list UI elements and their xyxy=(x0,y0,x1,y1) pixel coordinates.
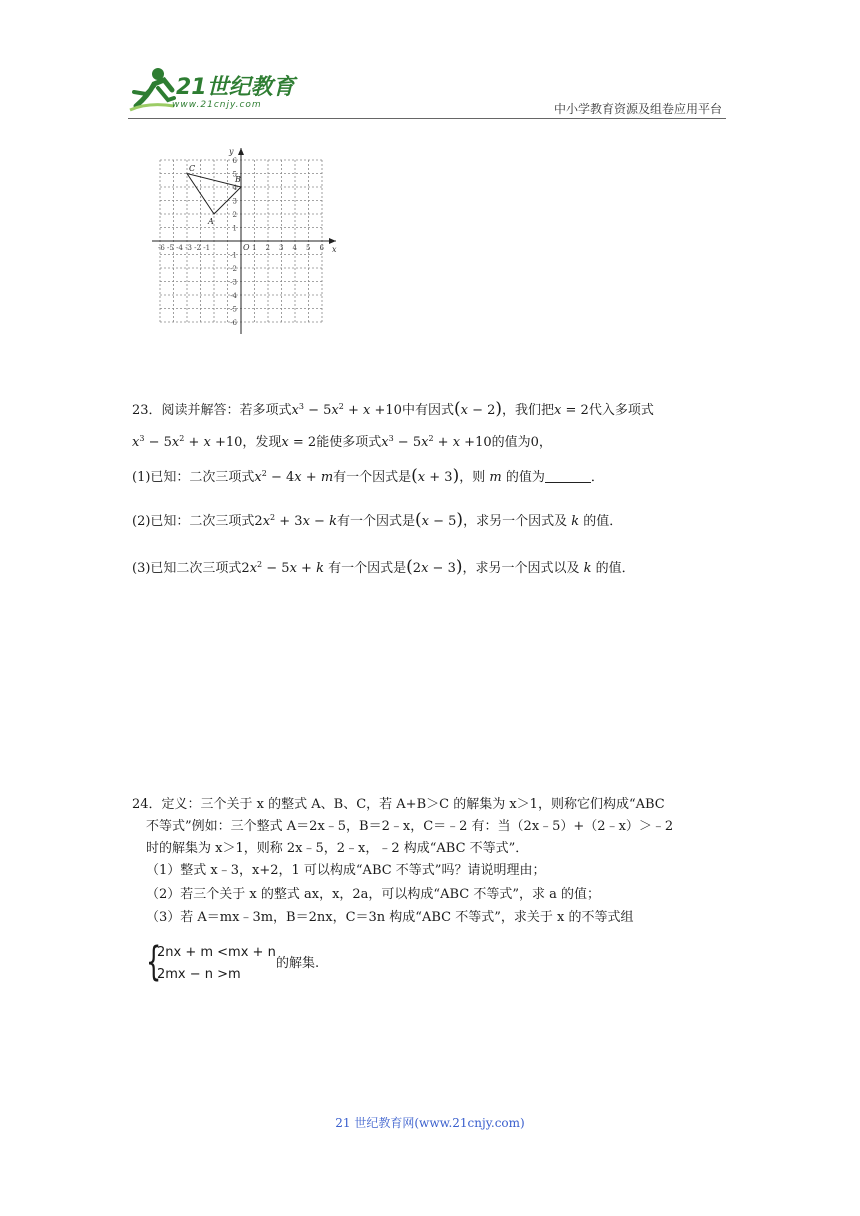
header-divider xyxy=(128,118,726,119)
logo-text: 21世纪教育 xyxy=(176,75,295,100)
y-tick-label: 2 xyxy=(232,211,237,219)
x-axis-arrow-icon xyxy=(329,238,336,244)
y-axis-arrow-icon xyxy=(238,148,244,155)
point-label-c: C xyxy=(189,164,196,173)
system-brace: { xyxy=(146,939,162,985)
x-positive-tick-labels xyxy=(252,244,325,252)
origin-label: O xyxy=(243,243,250,252)
inequality-1: 2nx + m <mx + n xyxy=(157,945,276,960)
q24-line-3: 时的解集为 x＞1，则称 2x﹣5，2﹣x，﹣2 构成“ABC 不等式”． xyxy=(146,841,529,856)
point-label-b: B xyxy=(235,175,241,184)
x-tick-label: 5 xyxy=(306,244,311,252)
y-tick-label: -6 xyxy=(230,319,237,327)
q24-part-1: （1）整式 x﹣3，x+2，1 可以构成“ABC 不等式”吗？请说明理由； xyxy=(146,863,546,878)
answer-blank[interactable] xyxy=(545,469,591,483)
q23-part-1: (1)已知：二次三项式$x^2 - 4x + m$有一个因式是(x + 3)，则 m 的值为 ． xyxy=(132,466,604,486)
point-label-a: A xyxy=(208,217,214,226)
header-platform-name: 中小学教育资源及组卷应用平台 xyxy=(553,102,722,116)
inequality-2: 2mx − n >m xyxy=(157,967,241,982)
q24-part-2: （2）若三个关于 x 的整式 ax，x，2a，可以构成“ABC 不等式”，求 a 的值； xyxy=(146,887,601,902)
x-negative-tick-labels: -6 -5 -4 -3 -2 -1 xyxy=(158,244,211,252)
x-tick-label: 4 xyxy=(292,244,297,252)
y-negative-tick-labels xyxy=(230,252,237,328)
y-axis-label: y xyxy=(229,147,234,156)
q24-part-3: （3）若 A＝mx﹣3m，B＝2nx，C＝3n 构成“ABC 不等式”，求关于 x 的不等式组 xyxy=(146,910,634,925)
y-tick-label: -4 xyxy=(230,292,237,300)
x-tick-label: 6 xyxy=(319,244,324,252)
system-tail-text: 的解集. xyxy=(276,956,320,971)
y-tick-label: -3 xyxy=(230,278,237,287)
y-tick-label: 1 xyxy=(232,224,237,233)
y-tick-label: -5 xyxy=(230,305,237,314)
q24-line-2: 不等式”例如：三个整式 A＝2x﹣5，B＝2﹣x，C＝﹣2 有：当（2x﹣5）+（2﹣x）＞﹣2 xyxy=(146,819,674,834)
coordinate-grid-figure xyxy=(148,144,344,336)
site-logo xyxy=(128,66,298,118)
runner-logo-icon xyxy=(128,66,176,112)
logo-url: www.21cnjy.com xyxy=(172,100,262,110)
x-tick-label: 3 xyxy=(279,244,284,252)
footer-site-link[interactable]: 21 世纪教育网(www.21cnjy.com) xyxy=(335,1116,525,1130)
x-axis-label: x xyxy=(332,245,337,254)
y-tick-label: 4 xyxy=(232,184,237,192)
q23-line-2: $x^3 - 5x^2 + x +10$，发现x = 2能使多项式$x^3 - 5x^2 + x +10$的值为0， xyxy=(132,434,552,450)
y-tick-label: 6 xyxy=(232,157,237,165)
q23-line-1: 23．阅读并解答：若多项式$x^3 - 5x^2 + x +10$中有因式(x − 2)，我们把x = 2代入多项式 xyxy=(132,399,654,419)
y-tick-label: 5 xyxy=(232,170,237,179)
y-tick-label: -2 xyxy=(230,265,237,273)
y-tick-label: 3 xyxy=(232,197,237,206)
y-tick-label: -1 xyxy=(230,251,237,260)
q23-part-3: (3)已知二次三项式$2x^2 - 5x + k$ 有一个因式是(2x − 3)，求另一个因式以及 k 的值． xyxy=(132,557,635,577)
q23-part-2: (2)已知：二次三项式$2x^2 + 3x - k$有一个因式是(x − 5)，求另一个因式及 k 的值． xyxy=(132,510,623,530)
x-tick-label: 1 xyxy=(252,244,257,252)
x-tick-label: 2 xyxy=(265,244,270,252)
q24-line-1: 24．定义：三个关于 x 的整式 A、B、C，若 A+B＞C 的解集为 x＞1，则称它们构成“ABC xyxy=(132,797,665,812)
